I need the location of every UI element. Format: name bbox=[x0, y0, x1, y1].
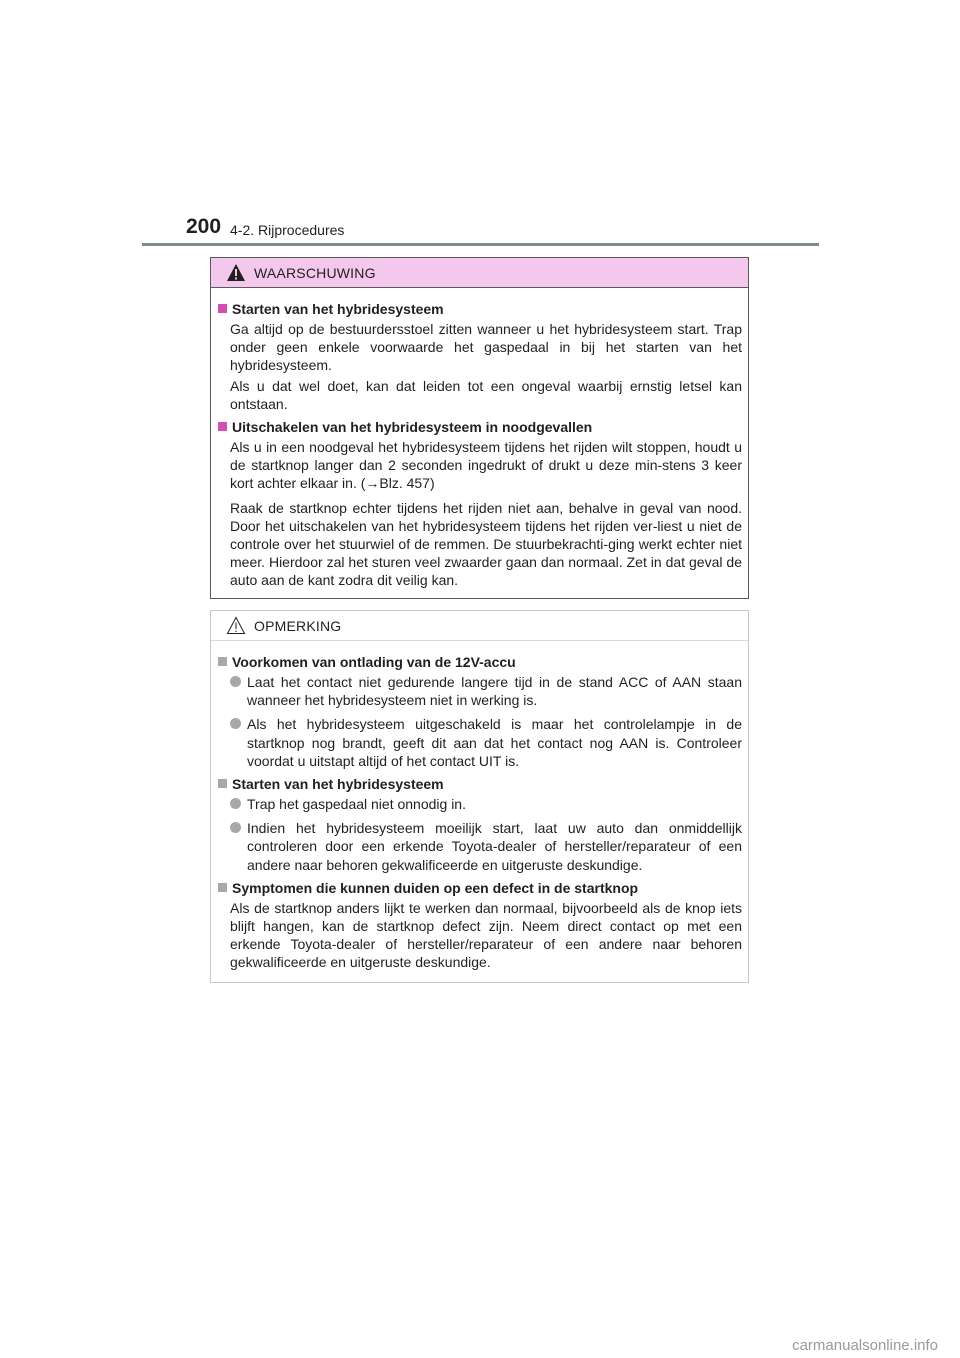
list-item bbox=[218, 673, 742, 709]
warning-paragraph: Raak de startknop echter tijdens het rijden niet aan, behalve in geval van nood. Door het uitschakelen van het hybridesysteem tijdens het rijden ver-liest u niet de controle over het stuurwiel of de remmen. De stuurbekrachti-ging werkt echter niet meer. Hierdoor zal het sturen veel zwaarder gaan dan normaal. Zet in dat geval de auto aan de kant zodra dit veilig kan. bbox=[230, 499, 742, 589]
circle-bullet-icon bbox=[230, 822, 241, 833]
warning-header bbox=[211, 258, 748, 288]
heading-text: Starten van het hybridesysteem bbox=[232, 776, 444, 793]
list-item bbox=[218, 715, 742, 770]
list-item-text: Laat het contact niet gedurende langere tijd in de stand ACC of AAN staan wanneer het hybridesysteem niet in werking is. bbox=[247, 674, 742, 709]
page-number: 200 bbox=[186, 215, 222, 238]
notice-header bbox=[211, 611, 748, 641]
circle-bullet-icon bbox=[230, 676, 241, 687]
warning-paragraph: Als u in een noodgeval het hybridesysteem tijdens het rijden wilt stoppen, houdt u de startknop langer dan 2 seconden ingedrukt of drukt u deze min-stens 3 keer kort achter elkaar in. (→Blz. 457) bbox=[230, 439, 742, 492]
heading-text: Symptomen die kunnen duiden op een defect in de startknop bbox=[232, 879, 639, 896]
list-item bbox=[218, 795, 742, 813]
square-bullet-icon bbox=[218, 779, 227, 788]
list-item-text: Trap het gaspedaal niet onnodig in. bbox=[247, 796, 466, 813]
watermark: carmanualsonline.info bbox=[792, 1337, 938, 1354]
section-title: 4-2. Rijprocedures bbox=[230, 222, 345, 238]
square-bullet-icon bbox=[218, 422, 227, 431]
notice-body bbox=[211, 641, 748, 972]
warning-box bbox=[210, 257, 749, 599]
heading-text: Voorkomen van ontlading van de 12V-accu bbox=[232, 654, 516, 670]
square-bullet-icon bbox=[218, 883, 227, 892]
heading-text: Starten van het hybridesysteem bbox=[232, 301, 444, 317]
list-item bbox=[218, 819, 742, 874]
warning-label: WAARSCHUWING bbox=[254, 265, 376, 281]
warning-heading-start bbox=[218, 300, 742, 318]
notice-box bbox=[210, 610, 749, 983]
circle-bullet-icon bbox=[230, 798, 241, 809]
square-bullet-icon bbox=[218, 657, 227, 666]
notice-label: OPMERKING bbox=[254, 618, 342, 634]
header-rule bbox=[142, 243, 819, 246]
square-bullet-icon bbox=[218, 304, 227, 313]
notice-heading-start bbox=[218, 775, 742, 793]
circle-bullet-icon bbox=[230, 718, 241, 729]
warning-body bbox=[211, 288, 748, 590]
notice-heading-battery bbox=[218, 653, 742, 671]
list-item-text: Als het hybridesysteem uitgeschakeld is maar het controlelampje in de startknop nog brandt, geeft dit aan dat het contact nog AAN is. Controleer voordat u uitstapt altijd of het contact UIT is. bbox=[247, 716, 742, 769]
heading-text: Uitschakelen van het hybridesysteem in noodgevallen bbox=[232, 419, 593, 436]
notice-paragraph: Als de startknop anders lijkt te werken dan normaal, bijvoorbeeld als de knop iets blijft hangen, kan de startknop defect zijn. Neem direct contact op met een erkende Toyota-dealer of hersteller/reparateur of een andere naar behoren gekwalificeerde en uitgeruste deskundige. bbox=[230, 899, 742, 971]
list-item-text: Indien het hybridesysteem moeilijk start, laat uw auto dan onmiddellijk controleren door een erkende Toyota-dealer of hersteller/reparateur of een andere naar behoren gekwalificeerde en uitgeruste deskundige. bbox=[247, 820, 742, 873]
warning-triangle-icon bbox=[226, 263, 246, 282]
warning-paragraph: Als u dat wel doet, kan dat leiden tot een ongeval waarbij ernstig letsel kan ontstaan. bbox=[230, 377, 742, 412]
warning-paragraph: Ga altijd op de bestuurdersstoel zitten wanneer u het hybridesysteem start. Trap onder geen enkele voorwaarde het gaspedaal in bij het starten van het hybridesysteem. bbox=[230, 321, 742, 374]
warning-heading-emergency bbox=[218, 418, 742, 436]
notice-heading-defect bbox=[218, 879, 742, 897]
caution-triangle-icon bbox=[226, 616, 246, 635]
